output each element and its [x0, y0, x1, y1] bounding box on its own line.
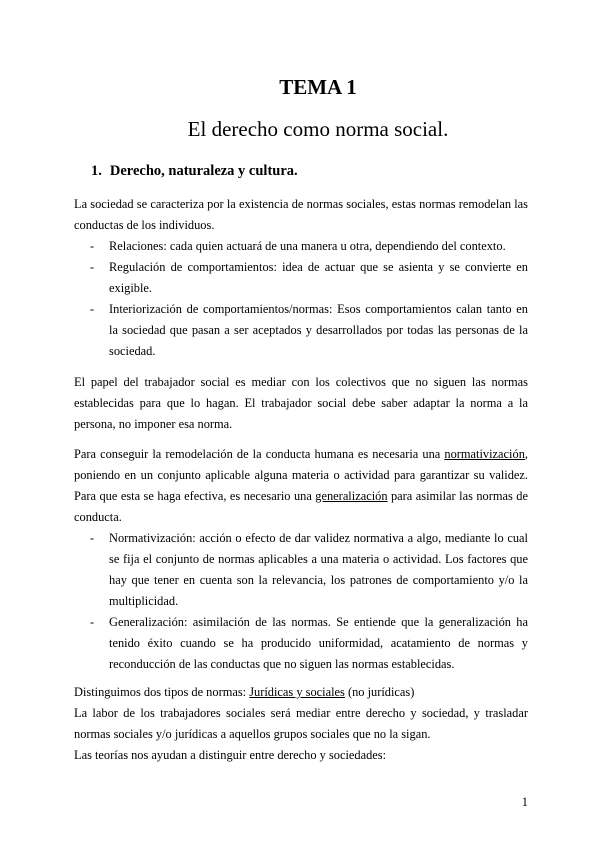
closing-block [74, 682, 528, 766]
page-number: 1 [521, 795, 528, 809]
list-item [74, 299, 528, 362]
bullet-dash: - [90, 239, 95, 253]
bullet-dash: - [90, 302, 95, 316]
list-item [74, 236, 528, 257]
paragraph-role-text: El papel del trabajador social es mediar con los colectivos que no siguen las normas establecidas para que lo hagan. El trabajador social debe saber adaptar la norma a la persona, no imponer esa norma. [74, 375, 528, 431]
paragraph-role [74, 372, 528, 435]
bullet-dash: - [90, 615, 95, 629]
bullet-text: Normativización: acción o efecto de dar validez normativa a algo, mediante lo cual se fija el conjunto de normas aplicables a una materia o actividad. Los factores que hay que tener en cuenta son la relevancia, los patrones de comportamiento y/o la multiplicidad. [109, 531, 528, 608]
document-title: TEMA 1 [279, 75, 357, 99]
section-heading [91, 161, 298, 181]
bullet-text: Regulación de comportamientos: idea de actuar que se asienta y se convierte en exigible. [109, 260, 528, 295]
text-run: para asimilar las normas de conducta. [74, 489, 528, 524]
bullet-text: Generalización: asimilación de las normas. Se entiende que la generalización ha tenido éxito cuando se ha producido uniformidad, acatamiento de normas y reconducción de las conductas que no siguen las normas establecidas. [109, 615, 528, 671]
term-generalizacion: generalización [315, 489, 388, 503]
list-item [74, 257, 528, 299]
bullet-dash: - [90, 260, 95, 274]
types-line [74, 682, 528, 703]
theories-line: Las teorías nos ayudan a distinguir entre derecho y sociedades: [74, 748, 387, 762]
document-subtitle: El derecho como norma social. [187, 117, 449, 141]
text-run: , poniendo en un conjunto aplicable alguna materia o actividad para garantizar su validez. Para que esta se haga efectiva, es necesario una [74, 447, 528, 503]
bullet-text: Interiorización de comportamientos/normas: Esos comportamientos calan tanto en la sociedad que pasan a ser aceptados y desarrollados por todas las personas de la sociedad. [109, 302, 528, 358]
bullet-dash: - [90, 531, 95, 545]
labor-line: La labor de los trabajadores sociales será mediar entre derecho y sociedad, y trasladar normas sociales y/o jurídicas a aquellos grupos sociales que no la sigan. [74, 706, 528, 741]
list-item [74, 528, 528, 612]
intro-paragraph: La sociedad se caracteriza por la existencia de normas sociales, estas normas remodelan las conductas de los individuos. [74, 197, 528, 232]
text-run: (no jurídicas) [344, 685, 415, 699]
list-item [74, 612, 528, 675]
paragraph-remodel-text [74, 444, 528, 528]
bullet-text: Relaciones: cada quien actuará de una manera u otra, dependiendo del contexto. [109, 239, 506, 253]
text-run: Para conseguir la remodelación de la conducta humana es necesaria una [74, 447, 445, 461]
text-run: Distinguimos dos tipos de normas: [74, 685, 250, 699]
term-juridicas-sociales: Jurídicas y sociales [249, 685, 345, 699]
intro-block [74, 194, 528, 362]
term-normativizacion: normativización [444, 447, 525, 461]
section-number: 1. [91, 163, 102, 179]
section-heading-text: Derecho, naturaleza y cultura. [109, 163, 298, 179]
paragraph-remodel [74, 444, 528, 675]
